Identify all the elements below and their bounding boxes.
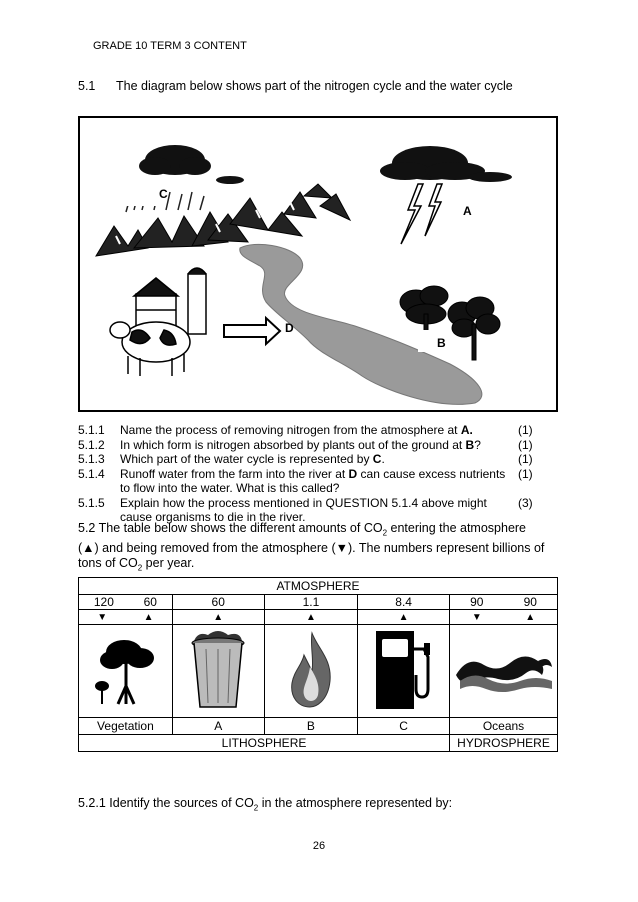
question-text: Explain how the process mentioned in QUESTION 5.1.4 above might cause organisms to die in the river. xyxy=(120,495,487,524)
cow-icon xyxy=(110,322,190,376)
label-d: D xyxy=(285,321,294,335)
label-a: A xyxy=(463,204,472,218)
question-text: Which part of the water cycle is represented by C. xyxy=(120,452,385,466)
fuel-pump-icon xyxy=(372,629,436,711)
b-image xyxy=(264,625,358,718)
question-row xyxy=(78,467,558,496)
question-text: Runoff water from the farm into the river at D can cause excess nutrients to flow into the water. What is this called? xyxy=(120,466,506,495)
a-arrow: ▲ xyxy=(172,610,264,625)
oceans-arrows: ▼ ▲ xyxy=(450,610,558,625)
question-marks: (1) xyxy=(518,437,533,452)
c-label: C xyxy=(358,718,450,735)
b-label: B xyxy=(264,718,358,735)
question-marks: (3) xyxy=(518,495,533,510)
question-5-2-1: 5.2.1 Identify the sources of $CO_2$ in the atmosphere represented by: xyxy=(78,796,453,813)
cycle-diagram-illustration xyxy=(80,118,556,410)
question-number: 5.1.5 xyxy=(78,495,105,510)
question-number: 5.1.3 xyxy=(78,452,105,466)
lightning-icon xyxy=(401,184,442,244)
vegetation-values: 120 60 xyxy=(79,595,173,610)
question-marks: (1) xyxy=(518,466,533,481)
question-5-2: 5.2 The table below shows the different amounts of $CO_2$ entering the atmosphere (▲) and being removed from the atmosphere (▼). The numbers represent billions of tons of $CO_2$ per year. xyxy=(78,521,545,572)
question-row xyxy=(78,438,558,453)
b-value: 1.1 xyxy=(264,595,358,610)
co2-table xyxy=(78,577,558,752)
question-text: Name the process of removing nitrogen from the atmosphere at A. xyxy=(120,423,473,437)
question-marks: (1) xyxy=(518,452,533,466)
storm-cloud-icon xyxy=(380,146,512,182)
arrow-right-icon xyxy=(224,318,280,344)
b-arrow: ▲ xyxy=(264,610,358,625)
river xyxy=(240,244,482,404)
question-row xyxy=(78,452,558,467)
tree-icon xyxy=(90,630,160,710)
c-value: 8.4 xyxy=(358,595,450,610)
question-number: 5.1 xyxy=(78,79,96,93)
a-label: A xyxy=(172,718,264,735)
flame-icon xyxy=(288,631,334,709)
question-number: 5.1.1 xyxy=(78,423,105,437)
page-number: 26 xyxy=(312,840,326,852)
question-5-1 xyxy=(78,79,513,93)
label-b: B xyxy=(437,336,446,350)
question-text: The diagram below shows part of the nitrogen cycle and the water cycle xyxy=(116,79,513,93)
question-number: 5.1.4 xyxy=(78,466,105,481)
label-c: C xyxy=(159,187,168,201)
question-text: In which form is nitrogen absorbed by plants out of the ground at B? xyxy=(120,437,481,452)
atmosphere-header: ATMOSPHERE xyxy=(79,578,558,595)
oceans-values: 90 90 xyxy=(450,595,558,610)
wave-icon xyxy=(454,645,554,695)
question-row xyxy=(78,423,558,438)
question-list xyxy=(78,423,558,525)
question-marks: (1) xyxy=(518,423,533,437)
a-value: 60 xyxy=(172,595,264,610)
c-arrow: ▲ xyxy=(358,610,450,625)
question-number: 5.1.2 xyxy=(78,437,105,452)
a-image xyxy=(172,625,264,718)
c-image xyxy=(358,625,450,718)
vegetation-image xyxy=(79,625,173,718)
vegetation-arrows: ▼ ▲ xyxy=(79,610,173,625)
lithosphere-footer: LITHOSPHERE xyxy=(79,735,450,752)
hydrosphere-footer: HYDROSPHERE xyxy=(450,735,558,752)
vegetation-label: Vegetation xyxy=(79,718,173,735)
cycle-diagram xyxy=(78,116,558,412)
oceans-image xyxy=(450,625,558,718)
page-header: GRADE 10 TERM 3 CONTENT xyxy=(93,40,247,52)
oceans-label: Oceans xyxy=(450,718,558,735)
trash-can-icon xyxy=(188,629,248,711)
